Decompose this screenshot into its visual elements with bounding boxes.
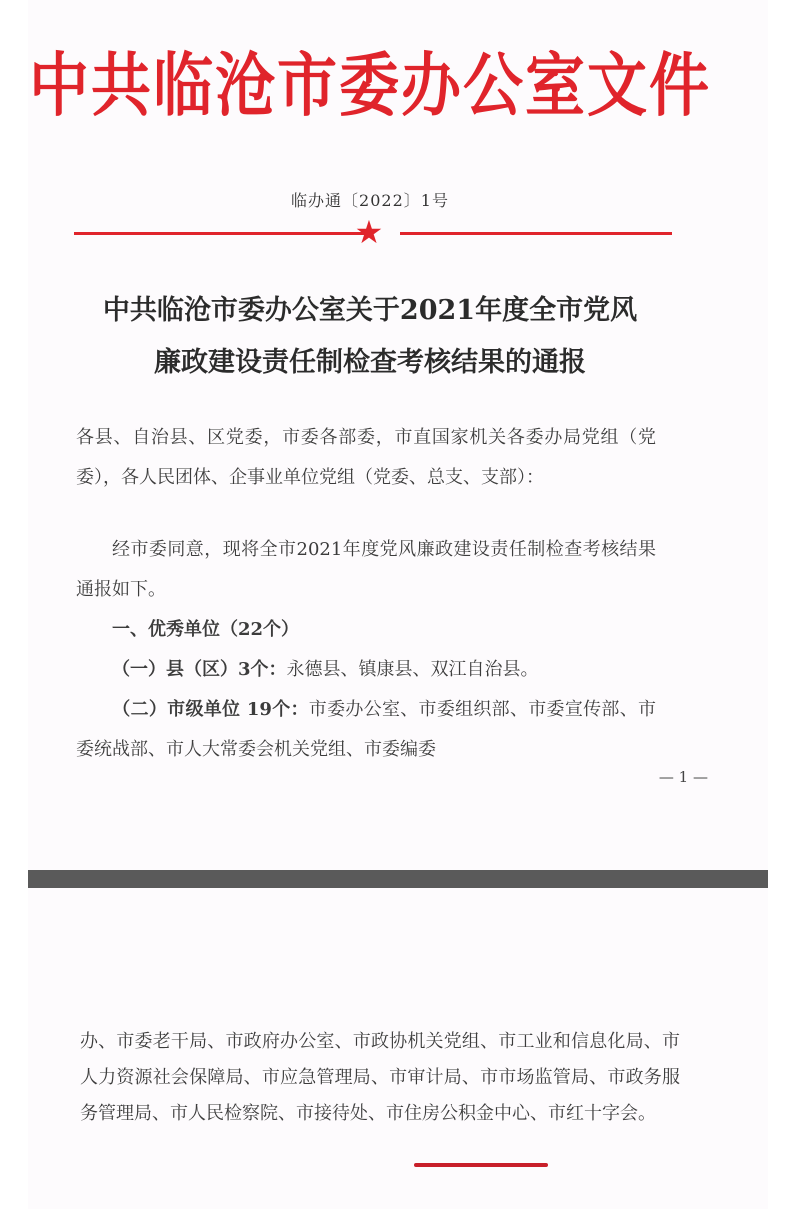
section-heading-excellent-units: 一、优秀单位（22个）: [112, 619, 300, 640]
red-star-icon: ★: [354, 213, 384, 251]
red-rule-right: [400, 232, 672, 235]
county-list-line: [112, 650, 692, 690]
page-number: — 1 —: [658, 768, 708, 786]
document-number: 临办通〔2022〕1号: [291, 191, 449, 210]
city-units-list-part2: 办、市委老干局、市政府办公室、市政协机关党组、市工业和信息化局、市人力资源社会保障局、市应急管理局、市审计局、市市场监管局、市政务服务管理局、市人民检察院、市接待处、市住房公积金中心、: [80, 1031, 680, 1124]
red-rule-left: [74, 232, 366, 235]
intro-paragraph: 经市委同意，现将全市2021年度党风廉政建设责任制检查考核结果通报如下。: [76, 539, 656, 600]
county-list: 永德县、镇康县、双江自治县。: [286, 659, 539, 680]
highlighted-red-cross: 市红十字会。: [548, 1103, 656, 1124]
city-units-continued-paragraph: [80, 1024, 680, 1132]
document-header-title: 中共临沧市委办公室文件: [29, 45, 711, 127]
document-title-line-1: 中共临沧市委办公室关于2021年度全市党风: [102, 295, 638, 326]
city-units-label: （二）市级单位 19个：: [112, 699, 309, 720]
city-units-list-part1: 市委办公室、市委组织部、市委宣传部、市委统战部、市人大常委会机关党组、市委编委: [76, 699, 656, 760]
city-units-paragraph: [76, 690, 656, 770]
document-title-line-2: 廉政建设责任制检查考核结果的通报: [154, 347, 586, 378]
addressees-paragraph: 各县、自治县、区党委，市委各部委，市直国家机关各委办局党组（党委），各人民团体、企事业单位党组（党委、总支、支部）：: [76, 427, 656, 488]
document-title: [60, 285, 680, 389]
red-underline-annotation: [414, 1163, 548, 1167]
county-label: （一）县（区）3个：: [112, 659, 287, 680]
page-divider: [28, 870, 768, 888]
